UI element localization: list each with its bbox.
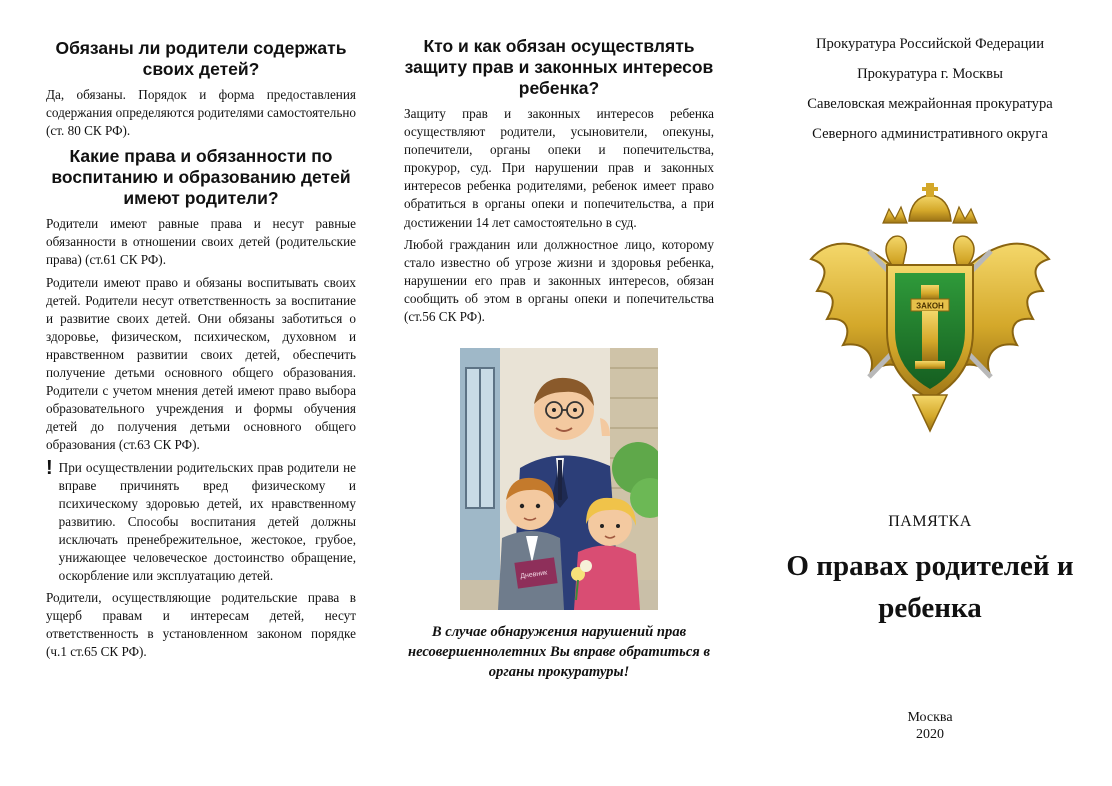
year-label: 2020	[916, 727, 944, 742]
exclamation-icon: !	[46, 456, 53, 479]
family-illustration	[460, 348, 658, 610]
question-protection-heading: Кто и как обязан осуществлять защиту прав и законных интересов ребенка?	[404, 36, 714, 98]
left-crown-icon	[883, 207, 907, 223]
answer-support: Да, обязаны. Порядок и форма предоставления содержания определяются родителями самостоятельно (ст. 80 СК РФ).	[46, 87, 357, 139]
org-line-moscow: Прокуратура г. Москвы	[857, 66, 1003, 82]
paragraph-prohibitions: При осуществлении родительских прав родители не вправе причинять вред физическому и психическому здоровью детей, их нравственному развитию. Способы воспитания детей должны исключать пренебрежительное, жестокое, грубое, унижающее человеческое достоинство обращение, оскорбление или эксплуатацию детей.	[58, 459, 356, 584]
memo-label: ПАМЯТКА	[888, 513, 972, 530]
right-column	[744, 0, 1112, 786]
org-line-federation: Прокуратура Российской Федерации	[815, 36, 1045, 52]
middle-column	[372, 0, 744, 786]
org-line-district: Северного административного округа	[812, 126, 1048, 142]
city-label	[768, 709, 1092, 743]
eagle-tail	[913, 395, 947, 431]
right-crown-icon	[953, 207, 977, 223]
paragraph-protectors: Защиту прав и законных интересов ребенка осуществляют родители, усыновители, опекуны, попечители, органы опеки и попечительства, прокурор, суд. При нарушении прав и законных интересов ребенка родителями, ребенок имеет право обратиться в органы опеки и попечительства, а при достижении 14 лет самостоятельно в суд.	[404, 106, 714, 230]
question-rights-heading: Какие права и обязанности по воспитанию и образованию детей имеют родители?	[51, 146, 351, 209]
org-line-savelovskaya: Савеловская межрайонная прокуратура	[807, 96, 1053, 112]
question-support-heading: Обязаны ли родители содержать своих детей?	[55, 38, 347, 79]
paragraph-upbringing: Родители имеют право и обязаны воспитывать своих детей. Родители несут ответственность за воспитание и развитие своих детей. Они обязаны заботиться о здоровье, физическом, психическом, духовном и нравственном развитии своих детей, обеспечить получение детьми основного общего образования. Родители с учетом мнения детей имеют право выбора образовательного учреждения и формы обучения детей до получения детьми основного общего образования (ст.63 СК РФ).	[46, 274, 356, 453]
document-title: О правах родителей и ребенка	[786, 550, 1074, 624]
city-name: Москва	[907, 710, 953, 725]
big-crown-icon	[909, 195, 951, 221]
diary-label: Дневник	[519, 569, 548, 581]
paragraph-liability: Родители, осуществляющие родительские права в ущерб правам и интересам детей, несут ответственность в установленном законом порядке (ч.1 ст.65 СК РФ).	[46, 590, 356, 660]
paragraph-report-duty: Любой гражданин или должностное лицо, которому стало известно об угрозе жизни и здоровья ребенка, нарушении его прав и законных интересов, обязан сообщить об этом в органы опеки и попечительства (ст.56 СК РФ).	[404, 236, 714, 325]
left-column	[0, 0, 372, 786]
call-to-action: В случае обнаружения нарушений прав несовершеннолетних Вы вправе обратиться в органы прокуратуры!	[407, 624, 710, 681]
paragraph-equal-rights: Родители имеют равные права и несут равные обязанности в отношении своих детей (родительские права) (ст.61 СК РФ).	[46, 216, 356, 268]
emblem-law-label: ЗАКОН	[916, 301, 944, 311]
warning-block	[46, 456, 356, 586]
prosecutor-emblem	[805, 181, 1055, 447]
